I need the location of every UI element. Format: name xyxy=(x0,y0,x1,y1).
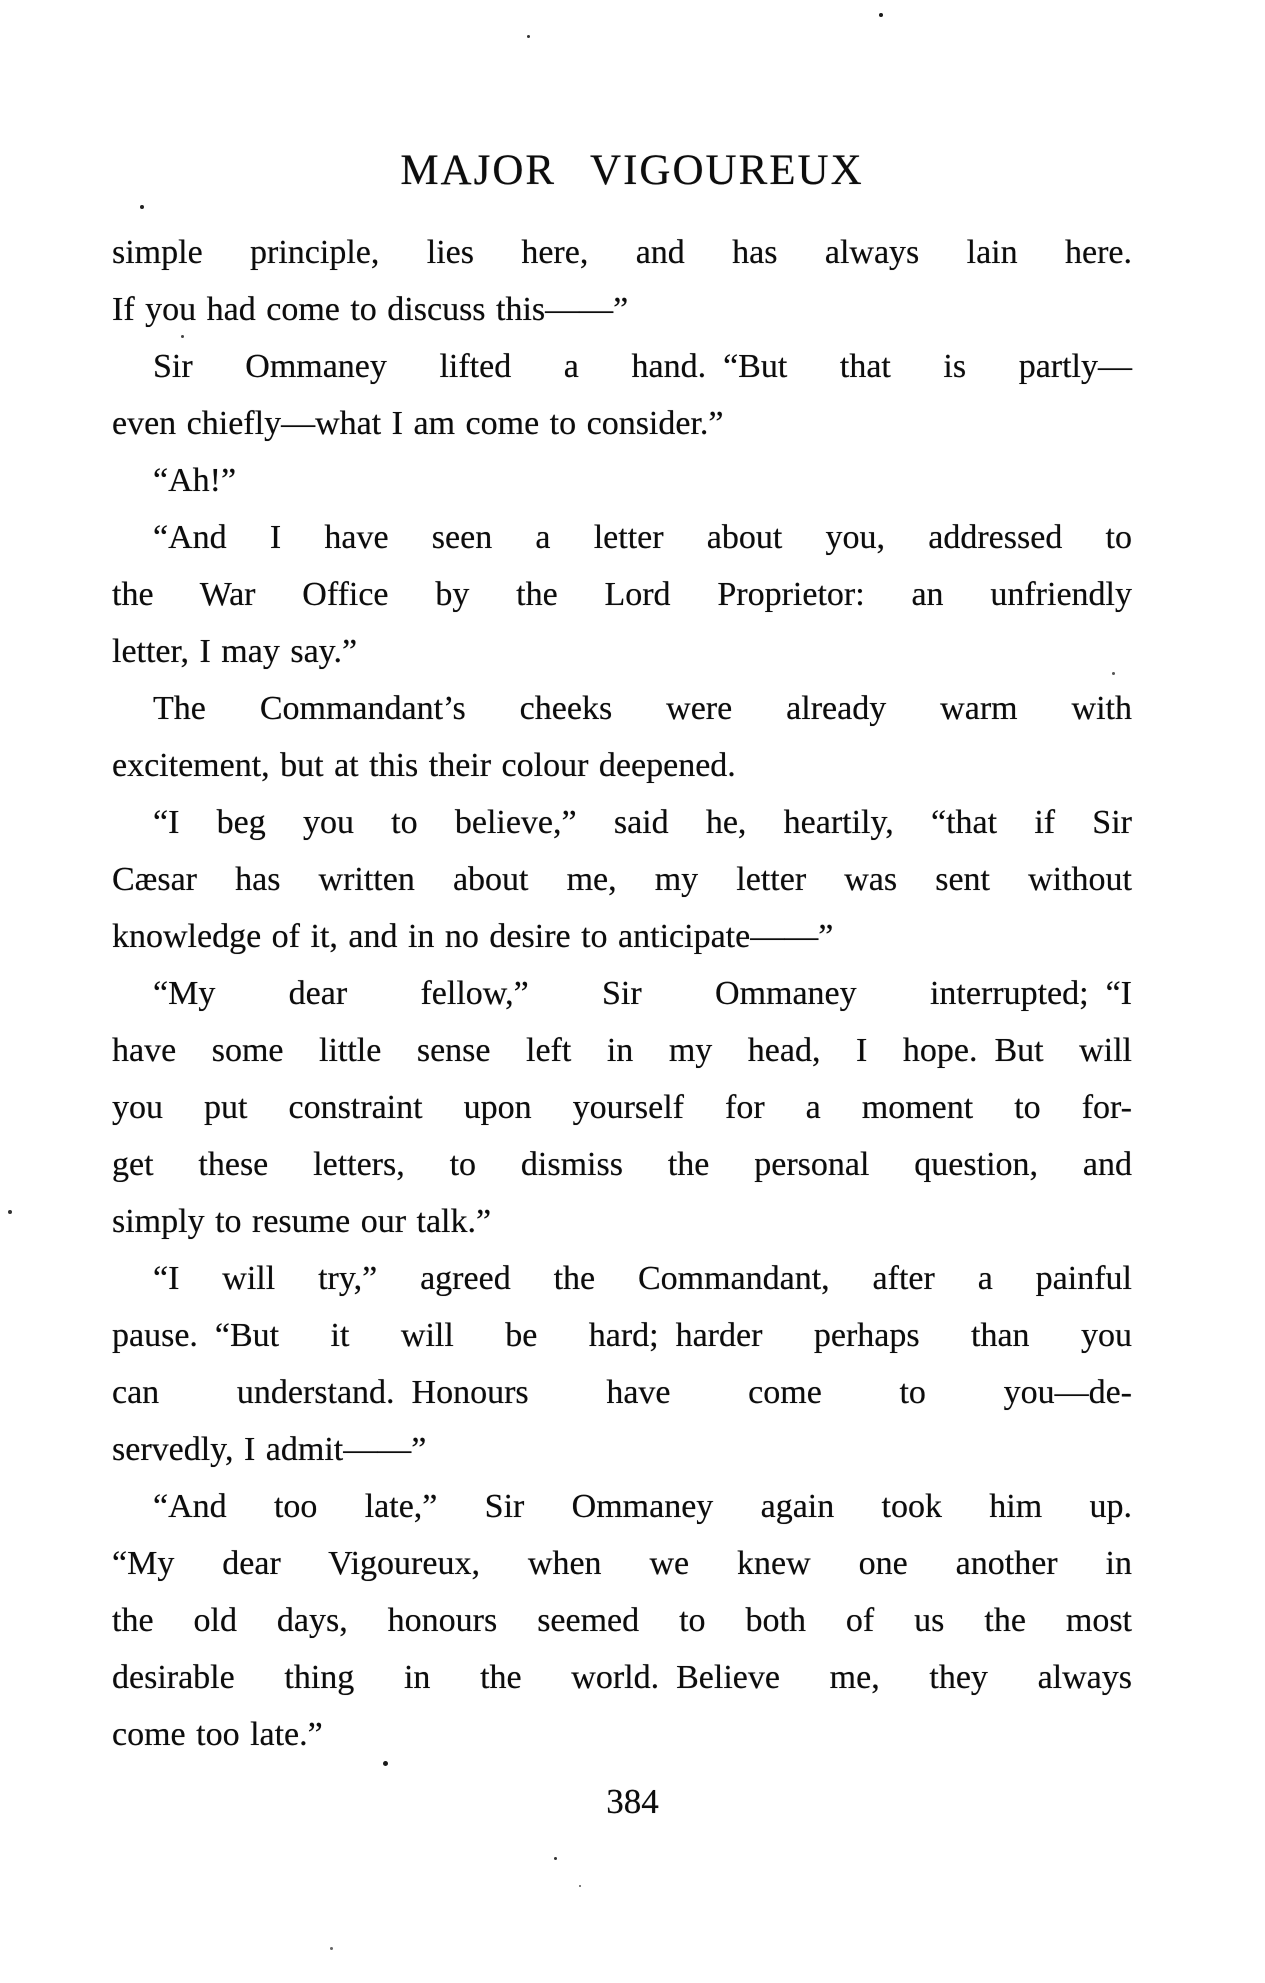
scan-speck xyxy=(527,35,530,38)
running-head: MAJOR VIGOUREUX xyxy=(400,147,864,194)
text-line: get these letters, to dismiss the personal question, and xyxy=(112,1146,1132,1183)
body-text xyxy=(112,224,1132,1763)
text-line: If you had come to discuss this——” xyxy=(112,291,629,328)
scan-speck xyxy=(879,13,883,17)
text-line: simple principle, lies here, and has always lain here. xyxy=(112,234,1132,271)
text-line: “I will try,” agreed the Commandant, after a painful xyxy=(153,1260,1132,1297)
scan-speck xyxy=(554,1857,557,1860)
text-line: Cæsar has written about me, my letter was sent without xyxy=(112,861,1132,898)
scan-speck xyxy=(181,335,184,338)
text-line: desirable thing in the world. Believe me, they always xyxy=(112,1659,1132,1696)
scan-speck xyxy=(8,1210,12,1214)
text-line: have some little sense left in my head, I hope. But will xyxy=(112,1032,1132,1069)
text-line: can understand. Honours have come to you—de- xyxy=(112,1374,1132,1411)
text-line: you put constraint upon yourself for a moment to for- xyxy=(112,1089,1132,1126)
scan-speck xyxy=(383,1761,388,1766)
text-line: letter, I may say.” xyxy=(112,633,358,670)
text-line: even chiefly—what I am come to consider.” xyxy=(112,405,724,442)
text-line: knowledge of it, and in no desire to anticipate——” xyxy=(112,918,834,955)
text-line: simply to resume our talk.” xyxy=(112,1203,492,1240)
scan-speck xyxy=(330,1947,333,1950)
text-line: excitement, but at this their colour deepened. xyxy=(112,747,736,784)
text-line: “Ah!” xyxy=(153,462,237,499)
text-line: the War Office by the Lord Proprietor: an unfriendly xyxy=(112,576,1132,613)
text-line: “My dear Vigoureux, when we knew one another in xyxy=(112,1545,1132,1582)
text-line: pause. “But it will be hard; harder perhaps than you xyxy=(112,1317,1132,1354)
text-line: “My dear fellow,” Sir Ommaney interrupted; “I xyxy=(153,975,1132,1012)
text-line: “I beg you to believe,” said he, heartily, “that if Sir xyxy=(153,804,1132,841)
text-line: Sir Ommaney lifted a hand. “But that is partly— xyxy=(153,348,1132,385)
text-line: “And I have seen a letter about you, addressed to xyxy=(153,519,1132,556)
text-line: come too late.” xyxy=(112,1716,323,1753)
text-line: The Commandant’s cheeks were already warm with xyxy=(153,690,1132,727)
scan-speck xyxy=(1112,672,1115,675)
text-line: “And too late,” Sir Ommaney again took him up. xyxy=(153,1488,1132,1525)
page-number: 384 xyxy=(606,1782,659,1821)
text-line: the old days, honours seemed to both of us the most xyxy=(112,1602,1132,1639)
scan-speck xyxy=(579,1885,581,1887)
scan-speck xyxy=(140,205,144,209)
text-line: servedly, I admit——” xyxy=(112,1431,427,1468)
